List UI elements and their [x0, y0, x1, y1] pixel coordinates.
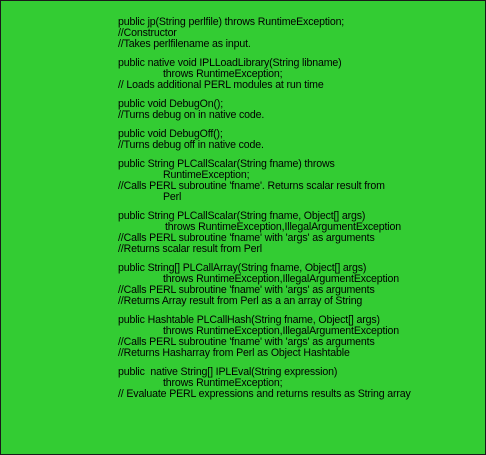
code-line: public void DebugOff(); [118, 128, 223, 140]
code-block [118, 263, 483, 307]
code-line: public String PLCallScalar(String fname, Object[] args) [118, 210, 366, 222]
code-line: throws RuntimeException; [163, 377, 283, 389]
code-block [118, 129, 483, 151]
code-line: throws RuntimeException,IllegalArgumentException [163, 325, 399, 337]
code-block [118, 211, 483, 255]
code-line: throws RuntimeException,IllegalArgumentException [163, 273, 399, 285]
code-line: public void DebugOn(); [118, 98, 224, 110]
code-comment-line: //Constructor [118, 27, 177, 39]
code-listing [118, 17, 483, 408]
code-line: public Hashtable PLCallHash(String fname, Object[] args) [118, 314, 380, 326]
code-line: public String PLCallScalar(String fname) throws [118, 158, 335, 170]
code-line: RuntimeException; [163, 169, 250, 181]
code-comment-line: //Takes perlfilename as input. [118, 38, 251, 50]
code-block [118, 315, 483, 359]
code-comment-line: //Calls PERL subroutine 'fname' with 'args' as arguments [118, 336, 375, 348]
code-block [118, 17, 483, 50]
code-comment-line: //Calls PERL subroutine 'fname' with 'args' as arguments [118, 232, 375, 244]
code-block [118, 58, 483, 91]
code-line: throws RuntimeException; [163, 68, 283, 80]
code-line: public native void IPLLoadLibrary(String libname) [118, 57, 342, 69]
code-line: throws RuntimeException,IllegalArgumentException [165, 221, 401, 233]
code-comment-line: // Loads additional PERL modules at run time [118, 79, 324, 91]
code-line: Perl [163, 191, 182, 203]
code-comment-line: // Evaluate PERL expressions and returns results as String array [118, 388, 411, 400]
code-line: public jp(String perlfile) throws RuntimeException; [118, 16, 345, 28]
code-line: public String[] PLCallArray(String fname, Object[] args) [118, 262, 367, 274]
code-comment-line: //Calls PERL subroutine 'fname' with 'args' as arguments [118, 284, 375, 296]
code-comment-line: //Returns Array result from Perl as a an array of String [118, 295, 363, 307]
code-comment-line: //Returns scalar result from Perl [118, 243, 262, 255]
code-block [118, 367, 483, 400]
code-block [118, 159, 483, 203]
code-line: public native String[] IPLEval(String expression) [118, 366, 338, 378]
code-comment-line: //Returns Hasharray from Perl as Object Hashtable [118, 347, 350, 359]
code-comment-line: //Turns debug on in native code. [118, 109, 265, 121]
code-comment-line: //Calls PERL subroutine 'fname'. Returns scalar result from [118, 180, 385, 192]
code-block [118, 99, 483, 121]
code-comment-line: //Turns debug off in native code. [118, 139, 264, 151]
